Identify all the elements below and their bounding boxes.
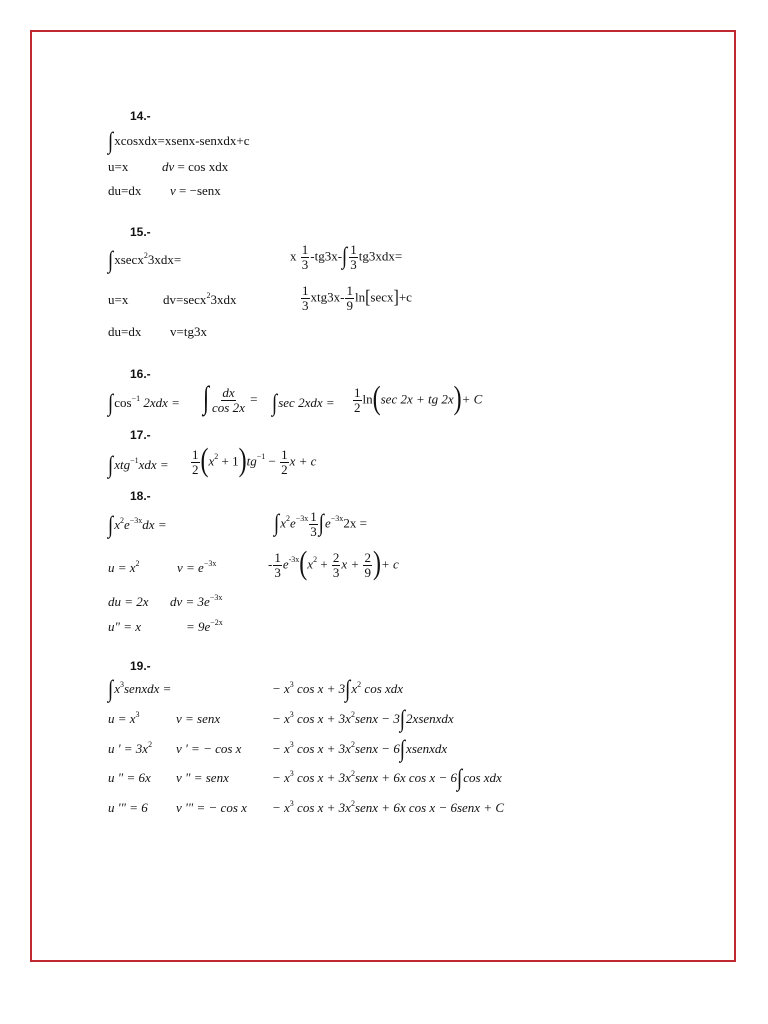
problem-18-step-2: - $\frac{1}{3}$ $e^{-3x}(x^2$ + $\frac{2}{3}$ x + $\frac{2}{9}$ )+ c [268,546,399,583]
problem-14-heading: 14.- [130,109,151,123]
problem-16-part-d: $\frac{1}{2}$ ln(sec 2x + tg 2x)+ C [354,381,483,418]
problem-18-lhs: $\int x^2e^{-3x}dx$ = [108,512,167,539]
fraction: $\frac{1}{3}$ [310,509,317,539]
integral-sign: ∫ [399,736,406,763]
fraction: $\frac{1}{3}$ [350,242,357,272]
problem-18-du: du = 2x [108,594,149,609]
problem-16-part-b: ∫ $\frac{dx}{\cos 2x}$ = [203,379,258,416]
fraction: $\frac{dx}{\cos 2x}$ [212,385,245,415]
problem-15-du: du=dx [108,324,142,339]
problem-19-v-prime: v ' = − cos x [176,741,242,756]
problem-14-v: v = −senx [170,183,221,198]
fraction: $\frac{1}{3}$ [302,283,309,313]
problem-19-v-triple-prime: v '" = − cos x [176,800,247,815]
problem-18-step-1: $\int x^2e^{-3x}$ $\frac{1}{3}$ $\int e^{-3x}2x$ = [274,509,367,539]
problem-14-equation: ∫xcosxdx=xsenx-senxdx+c [108,128,250,155]
problem-15-equation: ∫xsecx$^2$3xdx= [108,247,182,274]
problem-19-step-5: − $x^3$ $\cos x + 3x^2senx + 6x$ cos x − 6senx + C [272,798,505,815]
fraction: $\frac{1}{3}$ [301,242,309,272]
problem-15-result-2: $\frac{1}{3}$ xtg3x- $\frac{1}{9}$ ln[secx]+c [302,283,412,313]
fraction: $\frac{2}{9}$ [364,550,371,580]
integral-sign: ∫ [108,390,114,417]
problem-18-v: $v = e^{-3x}$ [177,558,217,575]
problem-16-heading: 16.- [130,367,151,381]
problem-17-rhs: $\frac{1}{2}$ $(x^2 + 1)tg^{-1}$ − $\frac{1}{2}$ x + c [192,443,317,480]
fraction: $\frac{2}{3}$ [332,550,340,580]
integral-sign: ∫ [318,510,325,537]
problem-14-du: du=dx [108,183,142,198]
problem-19-u-triple-prime: u '" = 6 [108,800,148,815]
problem-19-step-1: − $x^3$ $\cos x + 3\int x^2$ cos xdx [272,676,404,703]
problem-14-u: u=x [108,159,129,174]
problem-19-u-double-prime: u " = 6x [108,770,151,785]
problem-19-v: v = senx [176,711,221,726]
problem-19-step-2: − $x^3$ $\cos x + 3x^2senx$ − 3∫2xsenxdx [272,706,454,733]
fraction: $\frac{1}{3}$ [274,550,281,580]
problem-19-step-3: − $x^3$ $\cos x + 3x^2senx$ − 6∫xsenxdx [272,736,448,763]
fraction: $\frac{1}{9}$ [346,283,353,313]
problem-19-v-double-prime: v " = senx [176,770,229,785]
problem-18-v-double-prime: = $9e^{-2x}$ [186,617,223,634]
problem-15-v: v=tg3x [170,324,207,339]
integral-sign: ∫ [399,706,406,733]
integral-sign: ∫ [345,676,351,703]
problem-15-u: u=x [108,292,129,307]
integral-sign: ∫ [108,676,114,703]
problem-19-u-prime: u ' = $3x^2$ [108,739,153,756]
integral-sign: ∫ [272,390,278,417]
integral-sign: ∫ [456,765,463,792]
problem-18-heading: 18.- [130,489,151,503]
problem-19-step-4: − $x^3$ $\cos x + 3x^2senx + 6x$ cos x − 6∫cos xdx [272,765,502,792]
problem-15-dv: dv=secx$^2$3xdx [163,290,237,307]
fraction: $\frac{1}{2}$ [281,447,288,477]
problem-17-lhs: ∫xtg$^{-1}$xdx = [108,452,169,479]
problem-19-heading: 19.- [130,659,151,673]
integral-sign: ∫ [108,512,114,539]
problem-17-heading: 17.- [130,428,151,442]
integral-sign: ∫ [342,243,348,270]
integral-sign: ∫ [203,379,210,416]
problem-16-part-c: ∫sec 2xdx = [272,390,335,417]
problem-19-lhs: $\int x^3senxdx$ = [108,676,172,703]
problem-18-dv: dv = $3e^{-3x}$ [170,592,223,609]
fraction: $\frac{1}{2}$ [192,447,199,477]
fraction: $\frac{1}{2}$ [354,385,361,415]
problem-19-u: $u = x^3$ [108,709,140,726]
problem-14-dv: dv = cos xdx [162,159,229,174]
integral-sign: ∫ [274,510,280,537]
integral-sign: ∫ [108,452,114,479]
integral-sign: ∫ [108,128,114,155]
problem-16-part-a: $\int\cos^{-1}$ 2xdx = [108,390,180,417]
problem-18-u-double-prime: u" = x [108,619,142,634]
integral-sign: ∫ [108,247,114,274]
problem-15-result-1: x $\frac{1}{3}$ -tg3x-∫ $\frac{1}{3}$ tg3xdx= [290,242,403,272]
problem-15-heading: 15.- [130,225,151,239]
problem-18-u: $u = x^2$ [108,558,140,575]
